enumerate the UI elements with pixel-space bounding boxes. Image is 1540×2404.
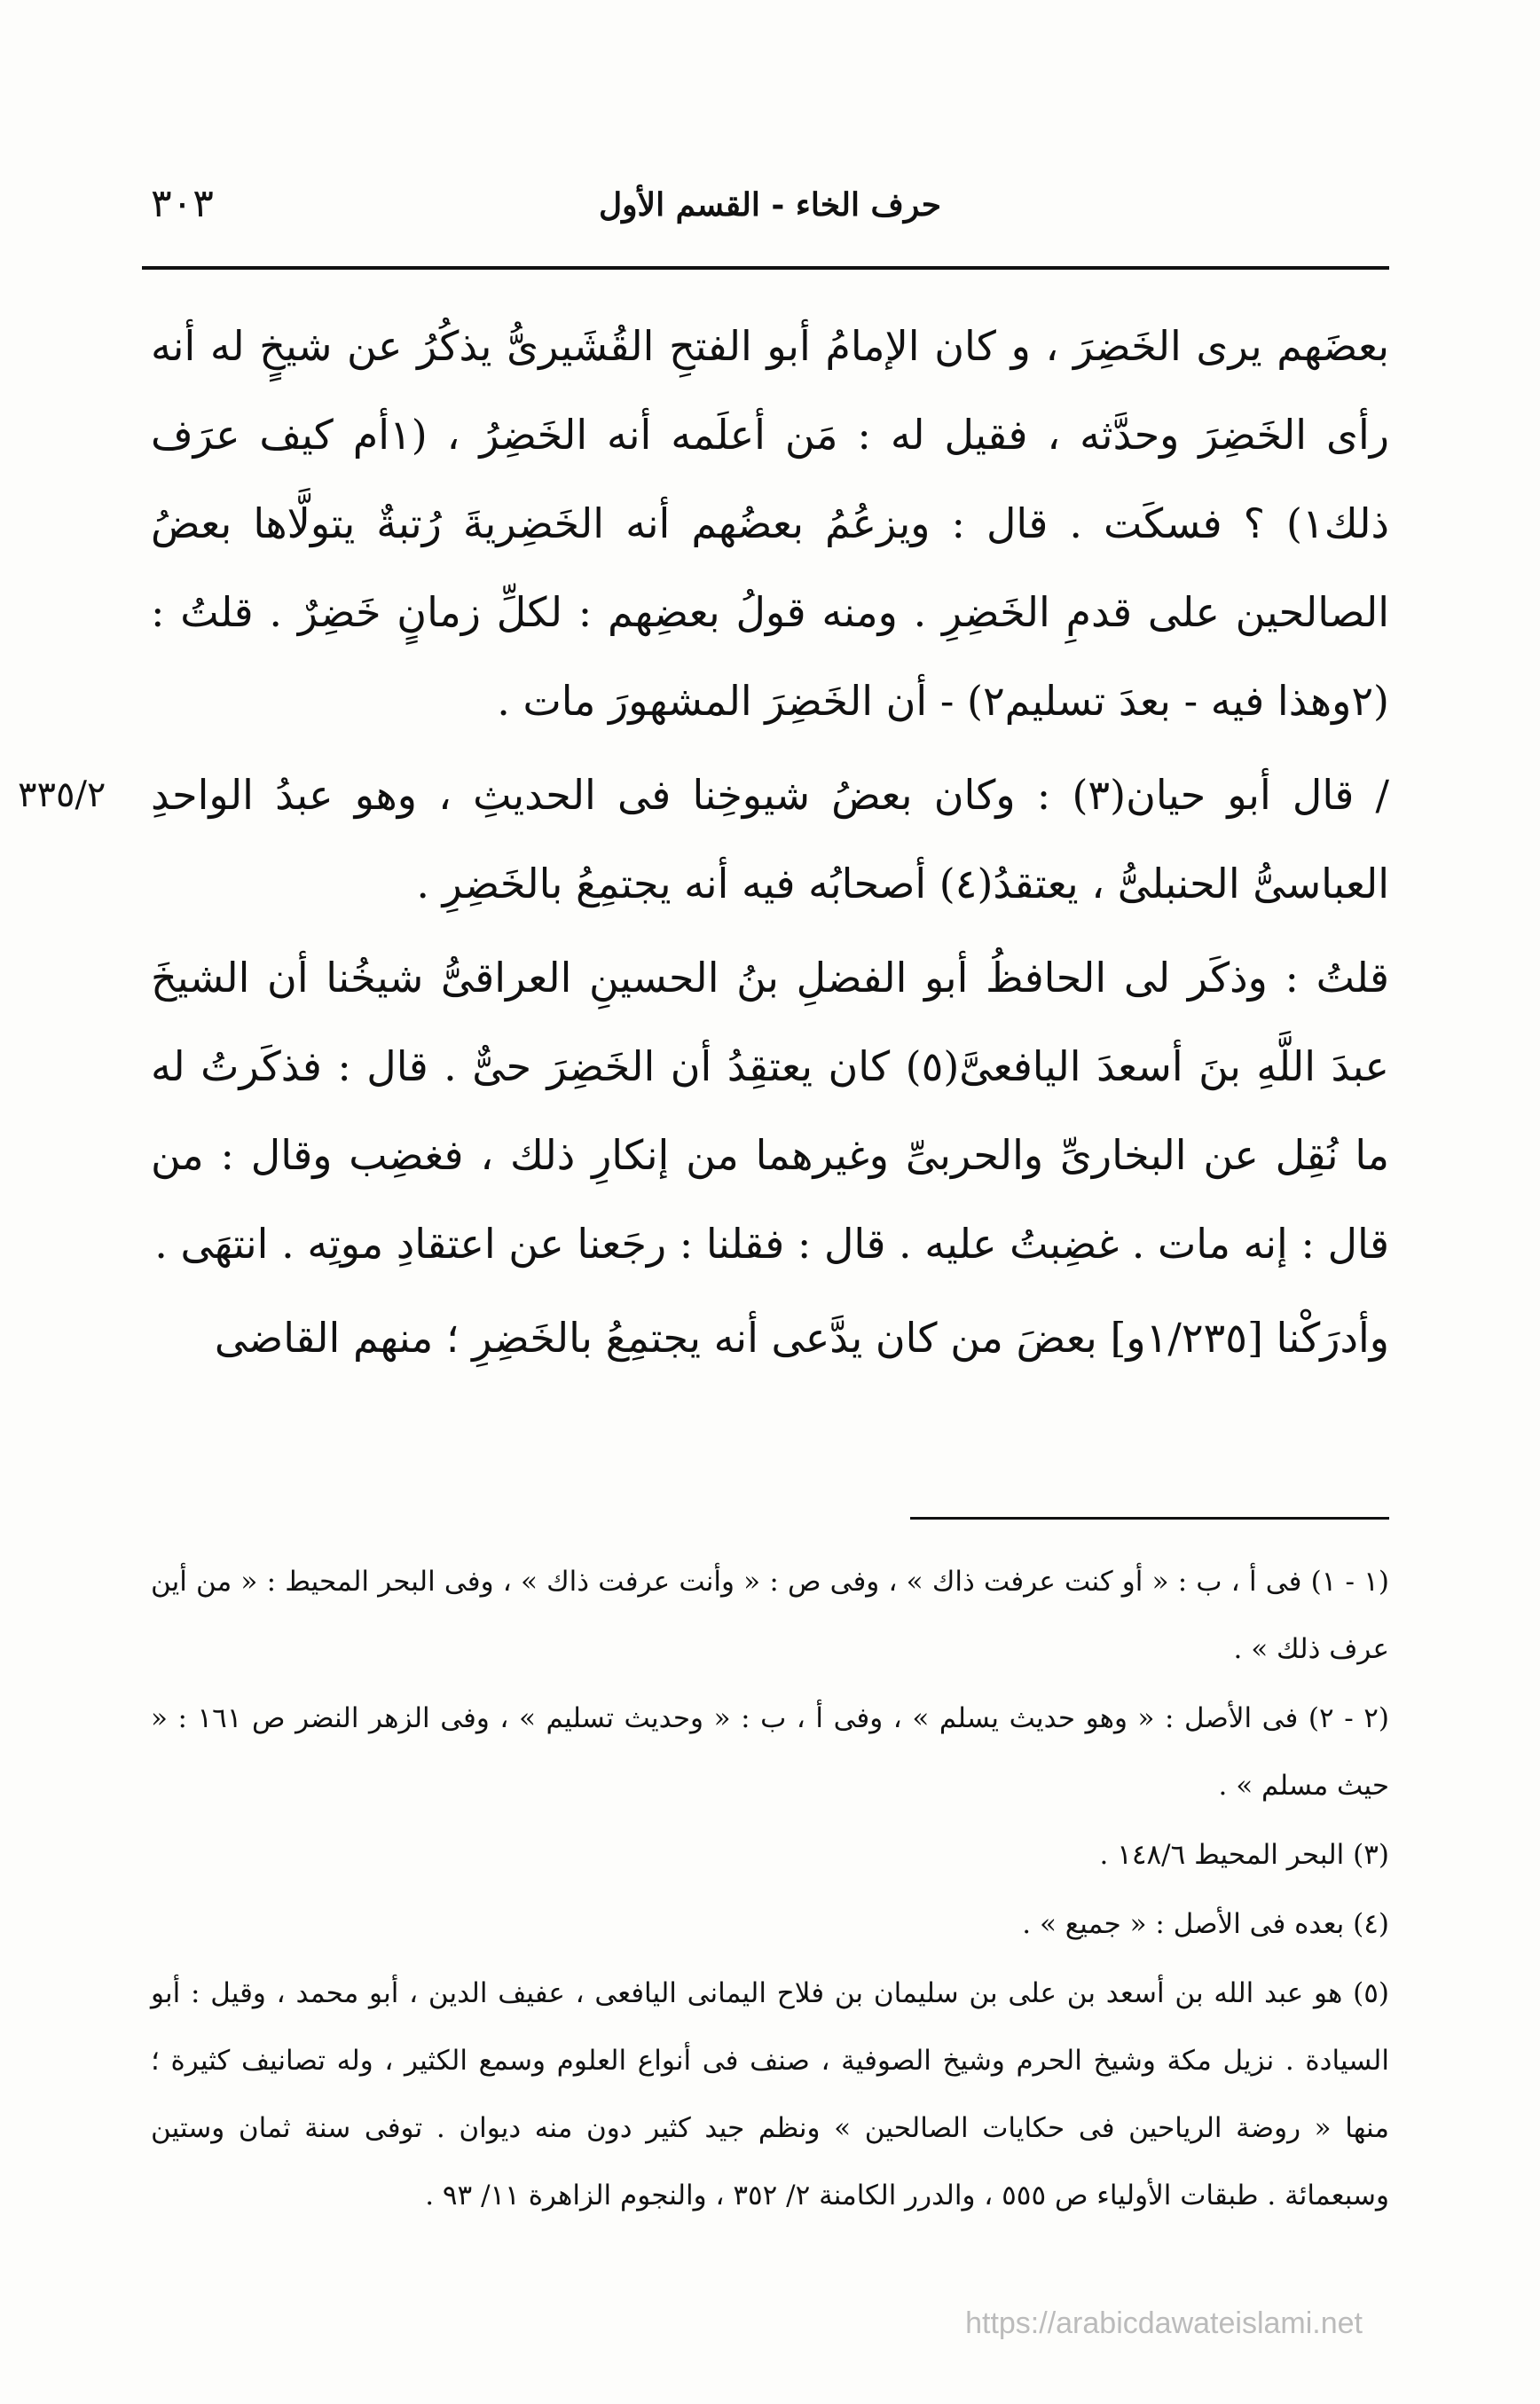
paragraph-2: / قال أبو حيان(٣) : وكان بعضُ شيوخِنا فى الحديثِ ، وهو عبدُ الواحدِ العباسىُّ الحنبلىُّ ، يعتقدُ(٤) أصحابُه فيه أنه يجتمِعُ بالخَضِرِ . [151,771,1390,907]
running-title: حرف الخاء - القسم الأول [599,186,941,224]
footnote-1: (١ - ١) فى أ ، ب : « أو كنت عرفت ذاك » ، وفى ص : « وأنت عرفت ذاك » ، وفى البحر المحيط : « من أين عرف ذلك » . [151,1566,1389,1665]
page-number: ٣٠٣ [151,181,214,226]
paragraph-1: بعضَهم يرى الخَضِرَ ، و كان الإمامُ أبو الفتحِ القُشَيرىُّ يذكُرُ عن شيخٍ له أنه رأى الخَضِرَ وحدَّثه ، فقيل له : مَن أعلَمه أنه الخَضِرُ ، (١أم كيف عرَف ذلك١) ؟ فسكَت . قال : ويزعُمُ بعضُهم أنه الخَضِريةَ رُتبةٌ يتولَّاها بعضُ الصالحين على قدمِ الخَضِرِ . ومنه قولُ بعضِهم : لكلِّ زمانٍ خَضِرٌ . قلتُ : (٢وهذا فيه - بعدَ تسليم٢) - أن الخَضِرَ المشهورَ مات . [151,322,1389,725]
footnote-5: (٥) هو عبد الله بن أسعد بن على بن سليمان بن فلاح اليمانى اليافعى ، عفيف الدين ، أبو محمد ، وقيل : أبو السيادة . نزيل مكة وشيخ الحرم وشيخ الصوفية ، صنف فى أنواع العلوم وسمع الكثير ، وله تصانيف كثيرة ؛ منها « روضة الرياحين فى حكايات الصالحين » ونظم جيد كثير دون منه ديوان . توفى سنة ثمان وستين وسبعمائة . طبقات الأولياء ص ٥٥٥ ، والدرر الكامنة ٢/ ٣٥٢ ، والنجوم الزاهرة ١١/ ٩٣ . [151,1977,1389,2212]
paragraph-4: وأدرَكْنا [١/٢٣٥و] بعضَ من كان يدَّعى أنه يجتمِعُ بالخَضِرِ ؛ منهم القاضى [214,1314,1389,1362]
paragraph-2-wrap [18,750,1390,928]
footnote-2: (٢ - ٢) فى الأصل : « وهو حديث يسلم » ، وفى أ ، ب : « وحديث تسليم » ، وفى الزهر النضر ص ١٦١ : « حيث مسلم » . [151,1702,1390,1802]
header-rule [142,266,1389,270]
footnote-4: (٤) بعده فى الأصل : « جميع » . [1022,1908,1389,1940]
footnote-3: (٣) البحر المحيط ١٤٨/٦ . [1099,1839,1389,1871]
margin-reference: ٣٣٥/٢ [18,774,106,815]
main-text [18,302,1390,1382]
footnote-rule [910,1517,1389,1520]
page-header [142,169,1398,257]
watermark-url: https://arabicdawateislami.net [965,2306,1363,2340]
paragraph-3: قلتُ : وذكَر لى الحافظُ أبو الفضلِ بنُ الحسينِ العراقىُّ شيخُنا أن الشيخَ عبدَ اللَّهِ بنَ أسعدَ اليافعىَّ(٥) كان يعتقِدُ أن الخَضِرَ حىٌّ . قال : فذكَرتُ له ما نُقِل عن البخارىِّ والحربىِّ وغيرهما من إنكارِ ذلك ، فغضِب وقال : من قال : إنه مات . غضِبتُ عليه . قال : فقلنا : رجَعنا عن اعتقادِ موتِه . انتهَى . [151,954,1389,1268]
footnotes [151,1548,1389,2229]
